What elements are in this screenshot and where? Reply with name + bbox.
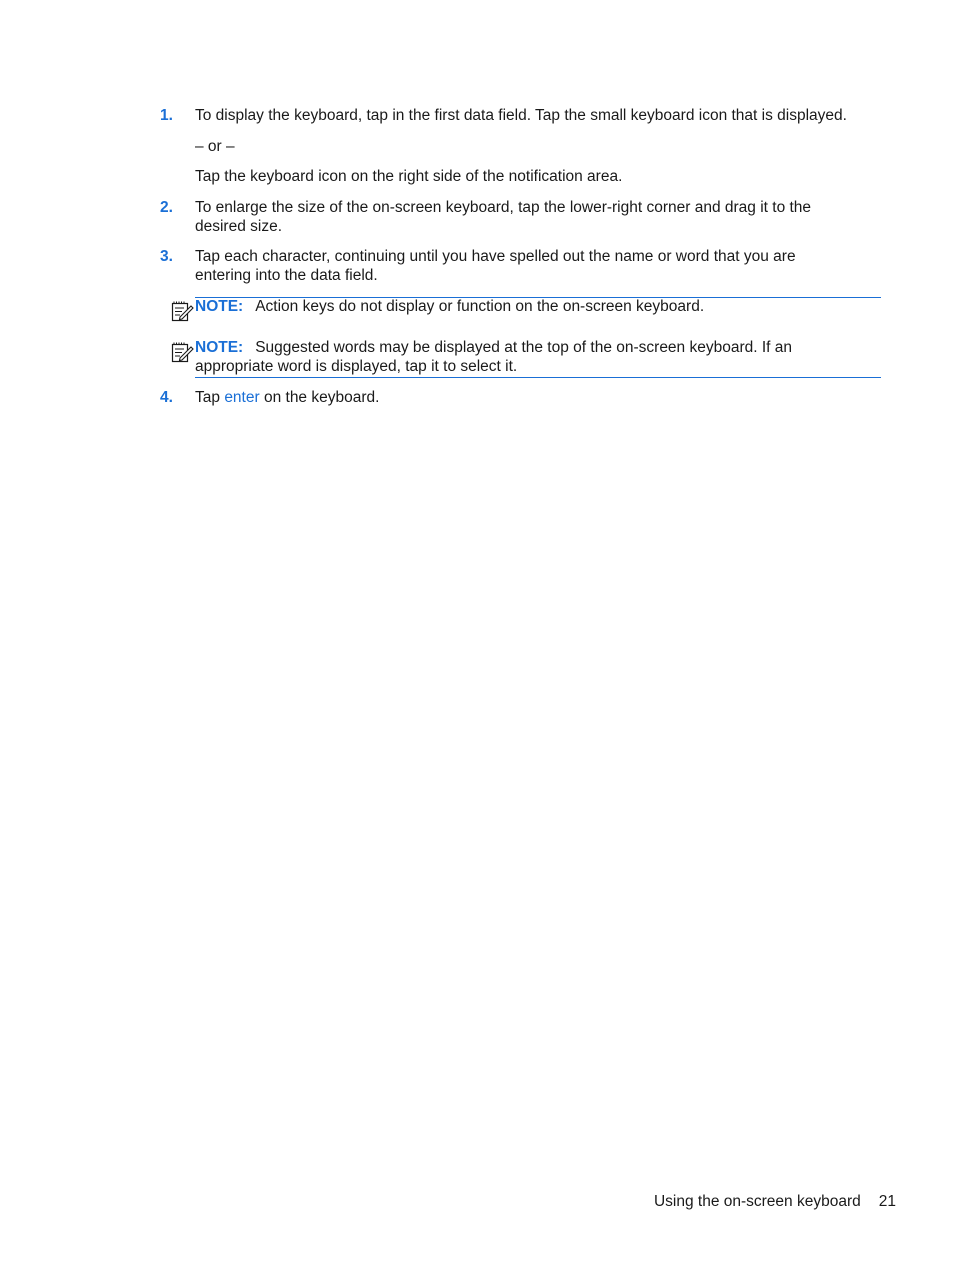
step-4-text-before: Tap: [195, 389, 225, 406]
footer-section-title: Using the on-screen keyboard: [653, 1193, 861, 1210]
note-pencil-icon: [170, 340, 194, 364]
step-text-2: To enlarge the size of the on-screen keyboard, tap the lower-right corner and drag it to the desired size.: [195, 199, 812, 235]
note-label: NOTE:: [195, 339, 244, 356]
alternative-instruction: Tap the keyboard icon on the right side of the notification area.: [195, 168, 623, 185]
or-separator: – or –: [195, 138, 235, 155]
note-text: Suggested words may be displayed at the top of the on-screen keyboard. If an appropriate word is displayed, tap it to select it.: [195, 339, 793, 375]
note-2: [195, 338, 825, 376]
enter-key-link[interactable]: enter: [224, 389, 260, 406]
step-number-1: 1.: [160, 107, 173, 124]
step-text-1: To display the keyboard, tap in the first data field. Tap the small keyboard icon that is displayed.: [195, 107, 847, 124]
step-number-2: 2.: [160, 199, 173, 216]
step-4-text-after: on the keyboard.: [259, 389, 380, 406]
note-pencil-icon: [170, 299, 194, 323]
note-text: Action keys do not display or function on the on-screen keyboard.: [255, 298, 705, 315]
step-number-4: 4.: [160, 389, 173, 406]
note-label: NOTE:: [195, 298, 244, 315]
step-number-3: 3.: [160, 248, 173, 265]
page-footer: [600, 1192, 896, 1211]
page-number: 21: [878, 1193, 896, 1210]
note-bottom-rule: [195, 377, 881, 378]
step-text-4: [195, 388, 885, 407]
note-1: [195, 297, 885, 316]
step-text-3: Tap each character, continuing until you have spelled out the name or word that you are entering into the data field.: [195, 248, 796, 284]
